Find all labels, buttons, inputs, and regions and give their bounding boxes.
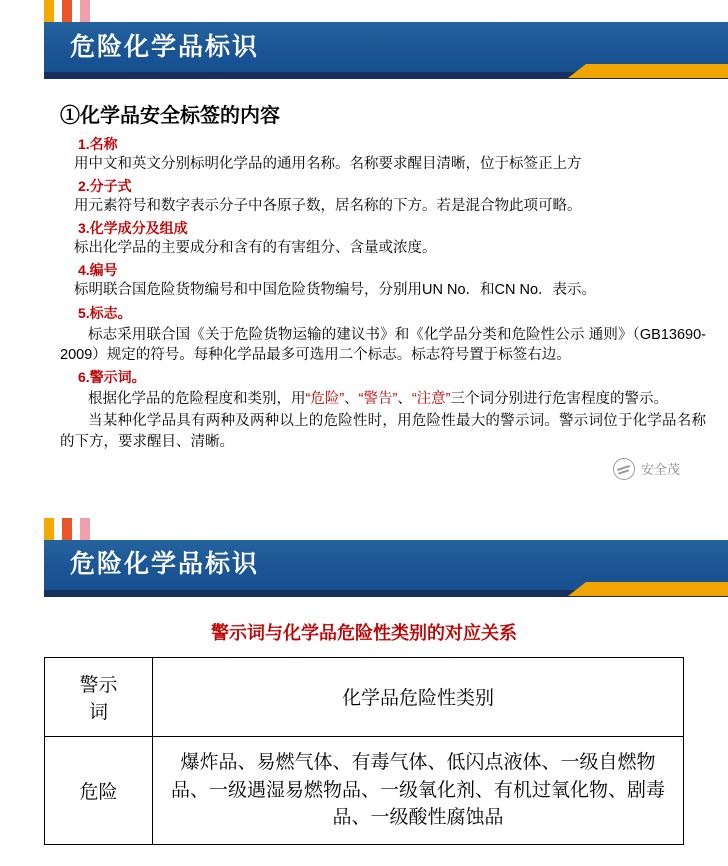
title-wedge-decoration	[568, 582, 728, 596]
table-body	[45, 736, 684, 844]
content-item-4	[60, 260, 706, 300]
accent-ticks-2	[44, 518, 728, 540]
content-item-6	[60, 367, 706, 409]
tick-yellow-icon	[44, 0, 54, 22]
accent-ticks	[44, 0, 728, 22]
item-6-body	[60, 389, 706, 409]
tick-orange-icon	[62, 0, 72, 22]
content-item-3	[60, 218, 706, 258]
item-2-body: 用元素符号和数字表示分子中各原子数，居名称的下方。若是混合物此项可略。	[74, 198, 582, 215]
table-head	[45, 657, 684, 736]
slide-1-title: 危险化学品标识	[70, 32, 260, 61]
watermark	[60, 454, 706, 480]
item-2-head: 2.分子式	[78, 178, 132, 195]
final-paragraph: 当某种化学品具有两种及两种以上的危险性时，用危险性最大的警示词。警示词位于化学品名称的下方，要求醒目、清晰。	[60, 413, 706, 450]
column-header-warning-word-line2: 词	[88, 701, 108, 723]
item-3-body: 标出化学品的主要成分和含有的有害组分、含量或浓度。	[74, 240, 437, 257]
item-6-text-part2: 三个词分别进行危害程度的警示。	[450, 391, 669, 408]
column-header-category: 化学品危险性类别	[153, 657, 684, 736]
item-6-text-part1: 根据化学品的危险程度和类别，用	[88, 391, 306, 408]
item-3-head: 3.化学成分及组成	[78, 220, 188, 237]
content-item-2	[60, 176, 706, 216]
slide-1-title-band	[44, 22, 728, 72]
item-5-body: 标志采用联合国《关于危险货物运输的建议书》和《化学品分类和危险性公示 通则》（GB13690-2009）规定的符号。每种化学品最多可选用二个标志。标志符号置于标签右边。	[60, 326, 706, 363]
warning-word-caution: “注意”	[411, 391, 451, 408]
tick-yellow-icon	[44, 518, 54, 540]
column-header-warning-word-line1: 警示	[79, 674, 118, 696]
warning-word-warning: “警告”	[358, 391, 398, 408]
tick-orange-icon	[62, 518, 72, 540]
tick-pink-icon	[80, 0, 90, 22]
slide-2-title-band	[44, 540, 728, 590]
sep-2: 、	[397, 391, 412, 408]
watermark-label: 安全茂	[640, 462, 680, 478]
slide-1-body	[0, 79, 728, 480]
slide-2-body	[0, 597, 728, 845]
slide-2	[0, 518, 728, 849]
table-row	[45, 736, 684, 844]
cell-category: 爆炸品、易燃气体、有毒气体、低闪点液体、一级自燃物品、一级遇湿易燃物品、一级氧化剂、有机过氧化物、剧毒品、一级酸性腐蚀品	[153, 736, 684, 844]
slide-separator	[0, 484, 728, 518]
section-heading: ①化学品安全标签的内容	[60, 105, 280, 127]
item-4-body: 标明联合国危险货物编号和中国危险货物编号，分别用UN No．和CN No．表示。	[74, 282, 597, 299]
cell-warning-word: 危险	[45, 736, 153, 844]
item-1-body: 用中文和英文分别标明化学品的通用名称。名称要求醒目清晰，位于标签正上方	[74, 156, 582, 172]
content-item-1	[60, 134, 706, 174]
table-title: 警示词与化学品危险性类别的对应关系	[211, 622, 517, 643]
watermark-logo-icon	[613, 458, 635, 480]
title-wedge-decoration	[568, 64, 728, 78]
item-6-head: 6.警示词。	[78, 369, 146, 386]
content-item-5	[60, 303, 706, 366]
item-4-head: 4.编号	[78, 262, 118, 279]
column-header-warning-word	[45, 657, 153, 736]
slide-2-title: 危险化学品标识	[70, 550, 260, 579]
warning-word-danger: “危险”	[305, 391, 345, 408]
item-5-head: 5.标志。	[78, 304, 132, 321]
tick-pink-icon	[80, 518, 90, 540]
warning-word-table	[44, 657, 684, 845]
item-1-head: 1.名称	[78, 136, 118, 152]
sep-1: 、	[344, 391, 359, 408]
table-header-row	[45, 657, 684, 736]
